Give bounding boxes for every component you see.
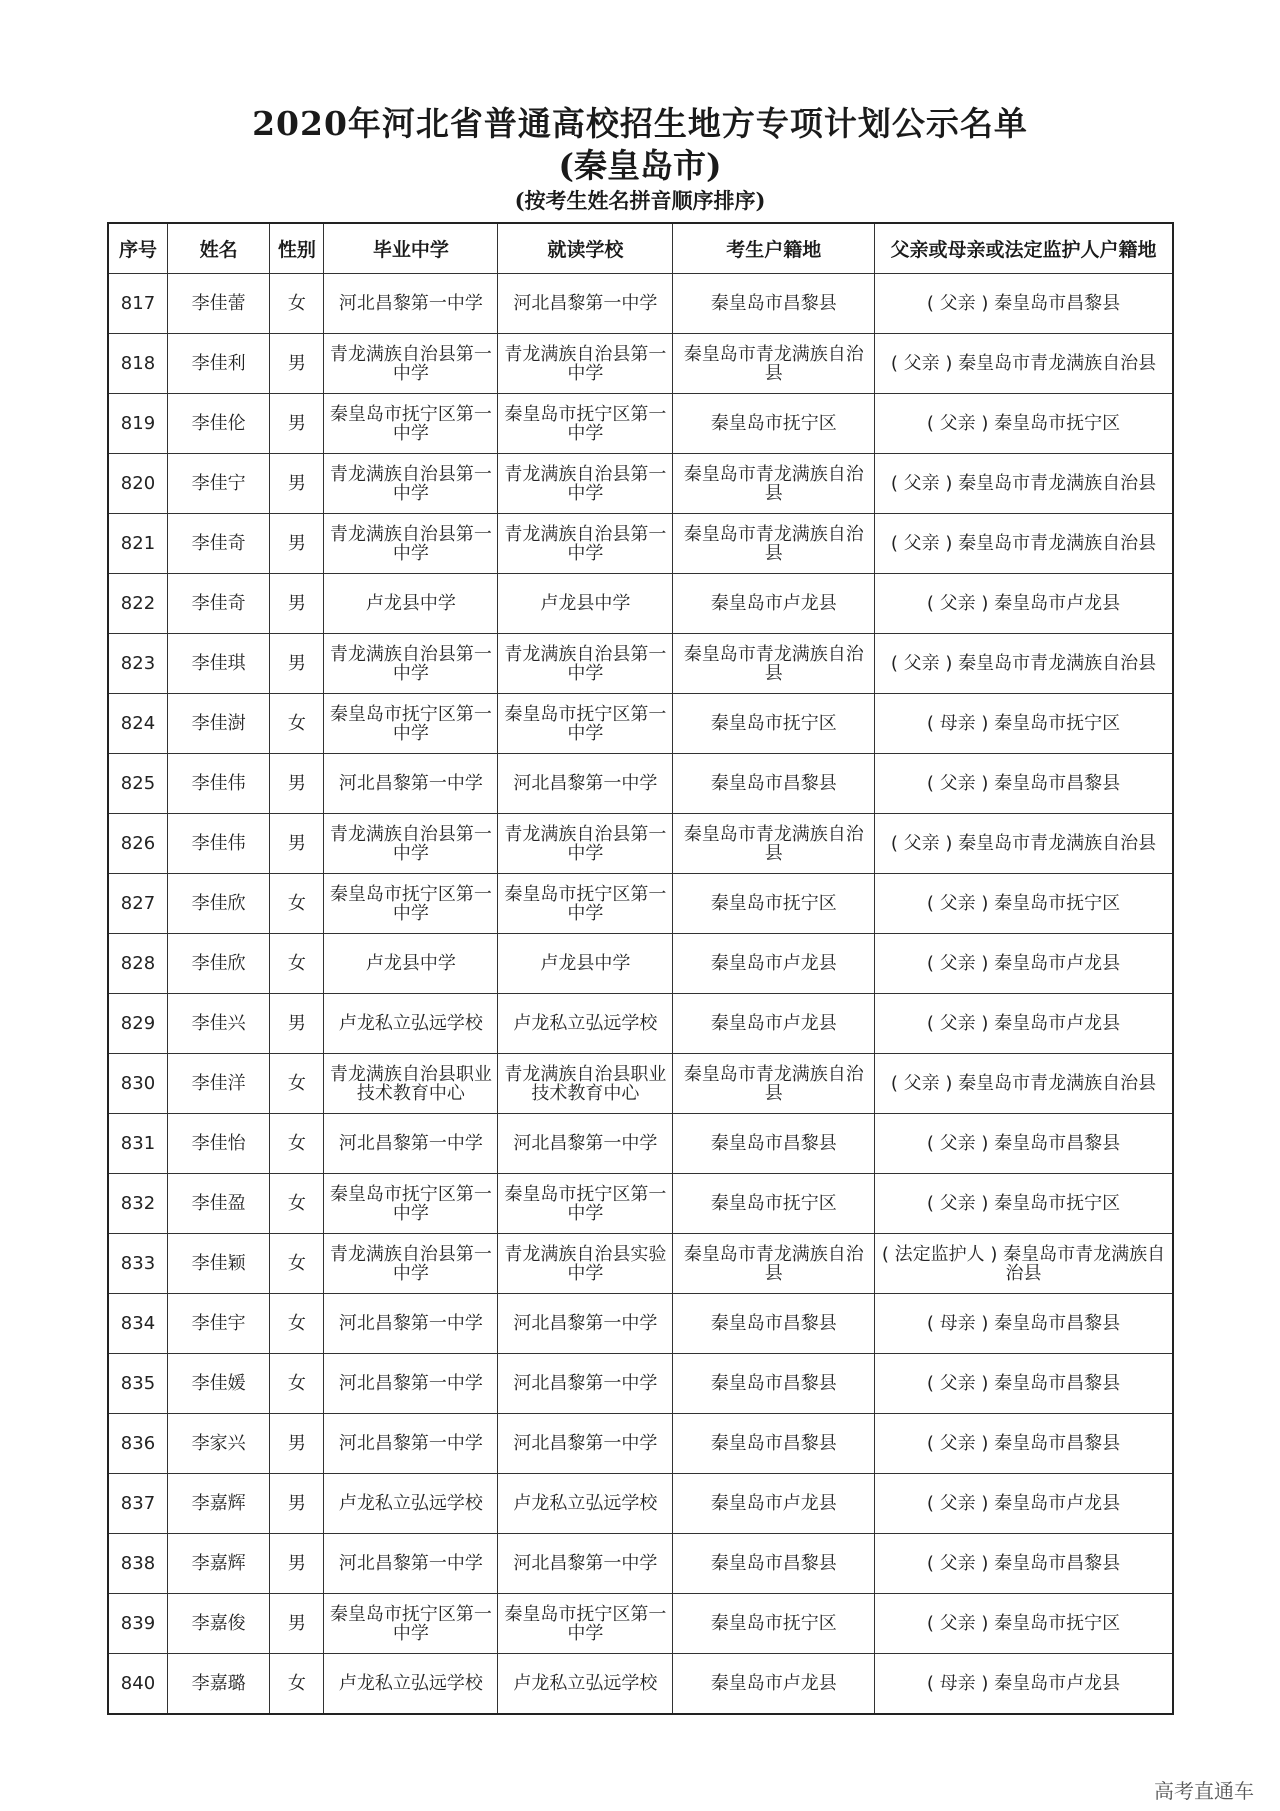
cell-name: 李佳洋 [167, 1054, 269, 1114]
cell-name: 李佳宁 [167, 454, 269, 514]
cell-student-residence: 秦皇岛市昌黎县 [673, 1534, 875, 1594]
cell-name: 李嘉俊 [167, 1594, 269, 1654]
table-row [108, 754, 1173, 814]
cell-student-residence: 秦皇岛市昌黎县 [673, 1354, 875, 1414]
table-row [108, 814, 1173, 874]
cell-gender: 男 [270, 994, 324, 1054]
cell-current-school: 卢龙私立弘远学校 [498, 1474, 673, 1534]
cell-student-residence: 秦皇岛市抚宁区 [673, 694, 875, 754]
cell-gender: 女 [270, 694, 324, 754]
table-row [108, 1114, 1173, 1174]
cell-gender: 男 [270, 514, 324, 574]
cell-index: 831 [108, 1114, 167, 1174]
cell-gender: 男 [270, 1594, 324, 1654]
cell-index: 821 [108, 514, 167, 574]
cell-name: 李佳奇 [167, 574, 269, 634]
cell-guardian-residence: ( 父亲 ) 秦皇岛市抚宁区 [874, 394, 1173, 454]
cell-student-residence: 秦皇岛市抚宁区 [673, 394, 875, 454]
table-row [108, 1234, 1173, 1294]
cell-graduated-school: 秦皇岛市抚宁区第一中学 [324, 1594, 498, 1654]
cell-index: 822 [108, 574, 167, 634]
cell-student-residence: 秦皇岛市卢龙县 [673, 1474, 875, 1534]
cell-name: 李佳兴 [167, 994, 269, 1054]
cell-student-residence: 秦皇岛市昌黎县 [673, 754, 875, 814]
cell-graduated-school: 青龙满族自治县第一中学 [324, 1234, 498, 1294]
cell-student-residence: 秦皇岛市卢龙县 [673, 994, 875, 1054]
cell-current-school: 秦皇岛市抚宁区第一中学 [498, 1594, 673, 1654]
cell-name: 李佳欣 [167, 874, 269, 934]
sort-note: (按考生姓名拼音顺序排序) [514, 188, 766, 213]
cell-gender: 男 [270, 574, 324, 634]
cell-graduated-school: 河北昌黎第一中学 [324, 1354, 498, 1414]
cell-gender: 女 [270, 1354, 324, 1414]
header-guardian-residence: 父亲或母亲或法定监护人户籍地 [874, 223, 1173, 274]
cell-current-school: 秦皇岛市抚宁区第一中学 [498, 1174, 673, 1234]
document-subtitle: (秦皇岛市) [558, 146, 722, 185]
cell-student-residence: 秦皇岛市青龙满族自治县 [673, 514, 875, 574]
cell-index: 832 [108, 1174, 167, 1234]
cell-index: 818 [108, 334, 167, 394]
table-row [108, 874, 1173, 934]
table-row [108, 1474, 1173, 1534]
watermark-brand: 高考直通车 [1154, 1779, 1254, 1803]
cell-guardian-residence: ( 父亲 ) 秦皇岛市昌黎县 [874, 1114, 1173, 1174]
cell-gender: 女 [270, 1054, 324, 1114]
cell-gender: 女 [270, 1654, 324, 1715]
cell-index: 838 [108, 1534, 167, 1594]
cell-index: 819 [108, 394, 167, 454]
table-row [108, 1294, 1173, 1354]
cell-current-school: 河北昌黎第一中学 [498, 1354, 673, 1414]
cell-name: 李佳宇 [167, 1294, 269, 1354]
cell-index: 827 [108, 874, 167, 934]
header-index: 序号 [108, 223, 167, 274]
cell-gender: 男 [270, 1534, 324, 1594]
cell-name: 李佳利 [167, 334, 269, 394]
cell-guardian-residence: ( 母亲 ) 秦皇岛市抚宁区 [874, 694, 1173, 754]
cell-graduated-school: 青龙满族自治县第一中学 [324, 334, 498, 394]
cell-current-school: 青龙满族自治县第一中学 [498, 814, 673, 874]
cell-student-residence: 秦皇岛市昌黎县 [673, 274, 875, 334]
cell-gender: 男 [270, 1474, 324, 1534]
cell-name: 李佳怡 [167, 1114, 269, 1174]
cell-index: 824 [108, 694, 167, 754]
cell-current-school: 卢龙县中学 [498, 934, 673, 994]
cell-name: 李佳伦 [167, 394, 269, 454]
cell-gender: 男 [270, 394, 324, 454]
cell-guardian-residence: ( 父亲 ) 秦皇岛市青龙满族自治县 [874, 454, 1173, 514]
cell-graduated-school: 卢龙私立弘远学校 [324, 1474, 498, 1534]
cell-student-residence: 秦皇岛市抚宁区 [673, 1594, 875, 1654]
cell-name: 李佳盈 [167, 1174, 269, 1234]
cell-index: 828 [108, 934, 167, 994]
table-row [108, 694, 1173, 754]
table-row [108, 514, 1173, 574]
cell-index: 830 [108, 1054, 167, 1114]
table-row [108, 1354, 1173, 1414]
cell-index: 836 [108, 1414, 167, 1474]
cell-current-school: 青龙满族自治县实验中学 [498, 1234, 673, 1294]
cell-gender: 女 [270, 274, 324, 334]
cell-student-residence: 秦皇岛市卢龙县 [673, 934, 875, 994]
table-row [108, 574, 1173, 634]
cell-current-school: 卢龙私立弘远学校 [498, 994, 673, 1054]
cell-graduated-school: 河北昌黎第一中学 [324, 1534, 498, 1594]
cell-current-school: 青龙满族自治县第一中学 [498, 334, 673, 394]
cell-current-school: 河北昌黎第一中学 [498, 274, 673, 334]
cell-name: 李佳奇 [167, 514, 269, 574]
cell-index: 834 [108, 1294, 167, 1354]
table-body [108, 274, 1173, 1715]
table-row [108, 1654, 1173, 1715]
cell-gender: 男 [270, 454, 324, 514]
cell-graduated-school: 秦皇岛市抚宁区第一中学 [324, 394, 498, 454]
table-row [108, 334, 1173, 394]
cell-current-school: 青龙满族自治县第一中学 [498, 514, 673, 574]
cell-gender: 女 [270, 934, 324, 994]
cell-name: 李佳澍 [167, 694, 269, 754]
cell-guardian-residence: ( 父亲 ) 秦皇岛市昌黎县 [874, 754, 1173, 814]
cell-graduated-school: 河北昌黎第一中学 [324, 1114, 498, 1174]
cell-gender: 女 [270, 1294, 324, 1354]
cell-gender: 女 [270, 1174, 324, 1234]
cell-graduated-school: 青龙满族自治县第一中学 [324, 514, 498, 574]
table-row [108, 394, 1173, 454]
cell-student-residence: 秦皇岛市卢龙县 [673, 1654, 875, 1715]
cell-index: 840 [108, 1654, 167, 1715]
cell-current-school: 河北昌黎第一中学 [498, 1414, 673, 1474]
cell-current-school: 河北昌黎第一中学 [498, 754, 673, 814]
cell-gender: 男 [270, 634, 324, 694]
document-title: 2020年河北省普通高校招生地方专项计划公示名单 [252, 104, 1028, 143]
cell-current-school: 河北昌黎第一中学 [498, 1534, 673, 1594]
cell-guardian-residence: ( 父亲 ) 秦皇岛市青龙满族自治县 [874, 514, 1173, 574]
cell-guardian-residence: ( 法定监护人 ) 秦皇岛市青龙满族自治县 [874, 1234, 1173, 1294]
cell-index: 837 [108, 1474, 167, 1534]
cell-graduated-school: 河北昌黎第一中学 [324, 274, 498, 334]
cell-name: 李佳伟 [167, 754, 269, 814]
table-header-row [108, 223, 1173, 274]
cell-guardian-residence: ( 母亲 ) 秦皇岛市昌黎县 [874, 1294, 1173, 1354]
cell-index: 829 [108, 994, 167, 1054]
cell-index: 823 [108, 634, 167, 694]
cell-index: 817 [108, 274, 167, 334]
cell-student-residence: 秦皇岛市青龙满族自治县 [673, 454, 875, 514]
header-name: 姓名 [167, 223, 269, 274]
cell-guardian-residence: ( 父亲 ) 秦皇岛市昌黎县 [874, 274, 1173, 334]
cell-gender: 女 [270, 1114, 324, 1174]
cell-name: 李佳伟 [167, 814, 269, 874]
cell-guardian-residence: ( 父亲 ) 秦皇岛市青龙满族自治县 [874, 1054, 1173, 1114]
cell-graduated-school: 秦皇岛市抚宁区第一中学 [324, 874, 498, 934]
cell-guardian-residence: ( 父亲 ) 秦皇岛市昌黎县 [874, 1414, 1173, 1474]
cell-guardian-residence: ( 父亲 ) 秦皇岛市青龙满族自治县 [874, 334, 1173, 394]
cell-guardian-residence: ( 父亲 ) 秦皇岛市卢龙县 [874, 994, 1173, 1054]
cell-gender: 女 [270, 874, 324, 934]
cell-student-residence: 秦皇岛市青龙满族自治县 [673, 1234, 875, 1294]
cell-guardian-residence: ( 父亲 ) 秦皇岛市卢龙县 [874, 574, 1173, 634]
cell-name: 李家兴 [167, 1414, 269, 1474]
cell-name: 李佳蕾 [167, 274, 269, 334]
table-row [108, 1534, 1173, 1594]
cell-guardian-residence: ( 父亲 ) 秦皇岛市抚宁区 [874, 874, 1173, 934]
cell-current-school: 秦皇岛市抚宁区第一中学 [498, 694, 673, 754]
cell-guardian-residence: ( 父亲 ) 秦皇岛市青龙满族自治县 [874, 814, 1173, 874]
cell-guardian-residence: ( 父亲 ) 秦皇岛市卢龙县 [874, 1474, 1173, 1534]
cell-gender: 男 [270, 334, 324, 394]
cell-gender: 男 [270, 814, 324, 874]
cell-guardian-residence: ( 父亲 ) 秦皇岛市抚宁区 [874, 1594, 1173, 1654]
cell-name: 李佳颖 [167, 1234, 269, 1294]
table-row [108, 1174, 1173, 1234]
cell-name: 李佳琪 [167, 634, 269, 694]
cell-gender: 男 [270, 1414, 324, 1474]
cell-graduated-school: 河北昌黎第一中学 [324, 1294, 498, 1354]
cell-graduated-school: 秦皇岛市抚宁区第一中学 [324, 1174, 498, 1234]
cell-guardian-residence: ( 父亲 ) 秦皇岛市青龙满族自治县 [874, 634, 1173, 694]
cell-name: 李嘉辉 [167, 1474, 269, 1534]
table-row [108, 1054, 1173, 1114]
cell-student-residence: 秦皇岛市青龙满族自治县 [673, 634, 875, 694]
cell-student-residence: 秦皇岛市青龙满族自治县 [673, 334, 875, 394]
cell-current-school: 秦皇岛市抚宁区第一中学 [498, 874, 673, 934]
cell-student-residence: 秦皇岛市昌黎县 [673, 1294, 875, 1354]
cell-current-school: 青龙满族自治县第一中学 [498, 634, 673, 694]
cell-graduated-school: 青龙满族自治县第一中学 [324, 454, 498, 514]
cell-guardian-residence: ( 父亲 ) 秦皇岛市抚宁区 [874, 1174, 1173, 1234]
cell-current-school: 河北昌黎第一中学 [498, 1294, 673, 1354]
cell-student-residence: 秦皇岛市青龙满族自治县 [673, 1054, 875, 1114]
header-graduated-school: 毕业中学 [324, 223, 498, 274]
cell-guardian-residence: ( 父亲 ) 秦皇岛市昌黎县 [874, 1354, 1173, 1414]
cell-student-residence: 秦皇岛市青龙满族自治县 [673, 814, 875, 874]
header-student-residence: 考生户籍地 [673, 223, 875, 274]
table-row [108, 1414, 1173, 1474]
cell-guardian-residence: ( 父亲 ) 秦皇岛市卢龙县 [874, 934, 1173, 994]
cell-student-residence: 秦皇岛市抚宁区 [673, 1174, 875, 1234]
cell-current-school: 卢龙私立弘远学校 [498, 1654, 673, 1715]
header-current-school: 就读学校 [498, 223, 673, 274]
cell-graduated-school: 青龙满族自治县第一中学 [324, 814, 498, 874]
cell-student-residence: 秦皇岛市昌黎县 [673, 1414, 875, 1474]
cell-current-school: 河北昌黎第一中学 [498, 1114, 673, 1174]
cell-graduated-school: 河北昌黎第一中学 [324, 754, 498, 814]
table-row [108, 454, 1173, 514]
cell-name: 李嘉璐 [167, 1654, 269, 1715]
cell-name: 李佳媛 [167, 1354, 269, 1414]
cell-index: 833 [108, 1234, 167, 1294]
cell-gender: 女 [270, 1234, 324, 1294]
cell-current-school: 青龙满族自治县职业技术教育中心 [498, 1054, 673, 1114]
cell-graduated-school: 青龙满族自治县职业技术教育中心 [324, 1054, 498, 1114]
table-row [108, 1594, 1173, 1654]
cell-current-school: 秦皇岛市抚宁区第一中学 [498, 394, 673, 454]
cell-name: 李佳欣 [167, 934, 269, 994]
cell-guardian-residence: ( 母亲 ) 秦皇岛市卢龙县 [874, 1654, 1173, 1715]
cell-index: 825 [108, 754, 167, 814]
cell-graduated-school: 秦皇岛市抚宁区第一中学 [324, 694, 498, 754]
cell-index: 826 [108, 814, 167, 874]
table-row [108, 994, 1173, 1054]
cell-current-school: 卢龙县中学 [498, 574, 673, 634]
cell-index: 820 [108, 454, 167, 514]
cell-graduated-school: 河北昌黎第一中学 [324, 1414, 498, 1474]
cell-graduated-school: 卢龙私立弘远学校 [324, 994, 498, 1054]
cell-graduated-school: 卢龙县中学 [324, 934, 498, 994]
cell-student-residence: 秦皇岛市抚宁区 [673, 874, 875, 934]
cell-current-school: 青龙满族自治县第一中学 [498, 454, 673, 514]
cell-guardian-residence: ( 父亲 ) 秦皇岛市昌黎县 [874, 1534, 1173, 1594]
cell-student-residence: 秦皇岛市昌黎县 [673, 1114, 875, 1174]
cell-graduated-school: 卢龙私立弘远学校 [324, 1654, 498, 1715]
table-row [108, 274, 1173, 334]
table-row [108, 934, 1173, 994]
cell-student-residence: 秦皇岛市卢龙县 [673, 574, 875, 634]
roster-table [107, 222, 1174, 1715]
cell-graduated-school: 青龙满族自治县第一中学 [324, 634, 498, 694]
cell-index: 835 [108, 1354, 167, 1414]
cell-name: 李嘉辉 [167, 1534, 269, 1594]
cell-index: 839 [108, 1594, 167, 1654]
cell-graduated-school: 卢龙县中学 [324, 574, 498, 634]
header-gender: 性别 [270, 223, 324, 274]
table-row [108, 634, 1173, 694]
cell-gender: 男 [270, 754, 324, 814]
